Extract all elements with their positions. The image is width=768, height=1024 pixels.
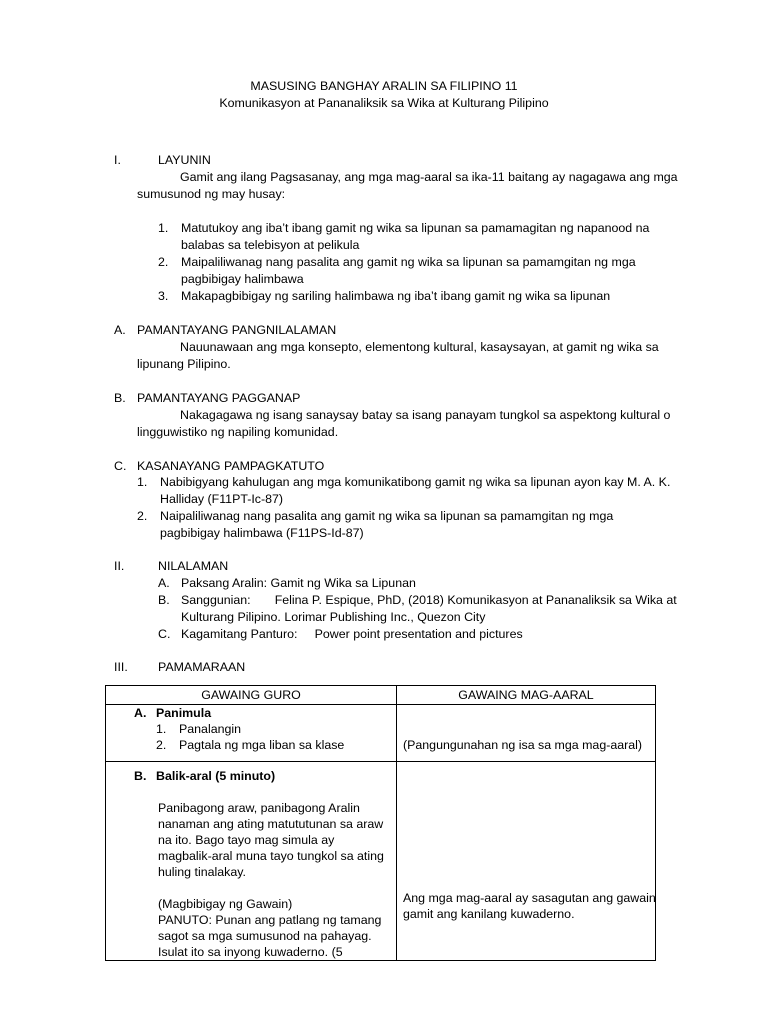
paragraph-line: (Magbibigay ng Gawain) bbox=[158, 897, 293, 911]
nilalaman-item bbox=[181, 626, 523, 643]
balik-aral-title bbox=[136, 768, 390, 784]
column-header-mag-aaral: GAWAING MAG-AARAL bbox=[397, 686, 656, 705]
nilalaman-item-line2: Kulturang Pilipino. Lorimar Publishing Inc., Quezon City bbox=[181, 610, 486, 624]
table-row bbox=[106, 762, 656, 961]
paragraph-line: lingguwistiko ng napiling komunidad. bbox=[137, 425, 339, 439]
list-item-text: Pagtala ng mga liban sa klase bbox=[179, 738, 345, 752]
list-letter: B. bbox=[158, 593, 170, 607]
student-activity-text: (Pangungunahan ng isa sa mga mag-aaral) bbox=[403, 738, 643, 752]
paragraph-line: Panibagong araw, panibagong Aralin bbox=[158, 801, 360, 815]
list-item-text: pagbibigay halimbawa bbox=[181, 272, 304, 286]
list-letter: C. bbox=[158, 627, 171, 641]
list-number: 1. bbox=[158, 221, 169, 235]
list-item-text: Makapagbibigay ng sariling halimbawa ng iba’t ibang gamit ng wika sa lipunan bbox=[181, 289, 611, 303]
nilalaman-label: Paksang Aralin: bbox=[181, 576, 268, 590]
list-number: 3. bbox=[158, 289, 169, 303]
pamamaraan-table bbox=[105, 685, 656, 961]
section-heading-layunin: LAYUNIN bbox=[158, 153, 211, 167]
balik-aral-cell bbox=[106, 762, 397, 961]
layunin-intro-line: sumusunod ng may husay: bbox=[137, 187, 286, 201]
list-number: 2. bbox=[137, 509, 148, 523]
nilalaman-value: Power point presentation and pictures bbox=[297, 627, 523, 641]
document-subtitle: Komunikasyon at Pananaliksik sa Wika at Kulturang Pilipino bbox=[219, 96, 549, 110]
list-item bbox=[136, 721, 390, 737]
document-title: MASUSING BANGHAY ARALIN SA FILIPINO 11 bbox=[250, 79, 518, 93]
column-header-guro: GAWAING GURO bbox=[106, 686, 397, 705]
paragraph-line: nanaman ang ating matututunan sa araw bbox=[158, 817, 384, 831]
section-heading-kasanayan: KASANAYANG PAMPAGKATUTO bbox=[137, 459, 325, 473]
panimula-cell bbox=[106, 705, 397, 762]
paragraph-line: sagot sa mga sumusunod na pahayag. bbox=[158, 929, 372, 943]
panimula-letter: A. bbox=[134, 706, 147, 720]
nilalaman-value: Gamit ng Wika sa Lipunan bbox=[267, 576, 416, 590]
list-item-text: Halliday (F11PT-Ic-87) bbox=[160, 492, 284, 506]
balik-aral-letter: B. bbox=[134, 769, 147, 783]
paragraph-line: na ito. Bago tayo mag simula ay bbox=[158, 833, 335, 847]
list-item bbox=[136, 737, 390, 753]
list-number: 1. bbox=[156, 722, 167, 736]
paragraph-line: huling tinalakay. bbox=[158, 865, 246, 879]
panimula-title-text: Panimula bbox=[156, 706, 212, 720]
section-letter-a: A. bbox=[114, 323, 126, 337]
section-letter-b: B. bbox=[114, 391, 126, 405]
paragraph-line: Nauunawaan ang mga konsepto, elementong kultural, kasaysayan, at gamit ng wika sa bbox=[180, 340, 659, 354]
balik-aral-student-cell bbox=[397, 762, 656, 961]
list-item-text: Naipaliliwanag nang pasalita ang gamit ng wika sa lipunan sa pamamgitan ng mga bbox=[160, 509, 614, 523]
list-item-text: Nabibigyang kahulugan ang mga komunikatibong gamit ng wika sa lipunan ayon kay M. A. K. bbox=[160, 475, 671, 489]
section-heading-pamamaraan: PAMAMARAAN bbox=[158, 660, 246, 674]
paragraph-line: magbalik-aral muna tayo tungkol sa ating bbox=[158, 849, 384, 863]
balik-aral-gawain bbox=[136, 896, 390, 960]
list-item-text: Maipaliliwanag nang pasalita ang gamit ng wika sa lipunan sa pamamgitan ng mga bbox=[181, 255, 636, 269]
list-item-text: balabas sa telebisyon at pelikula bbox=[181, 238, 360, 252]
balik-aral-paragraph bbox=[136, 800, 390, 880]
table-row bbox=[106, 705, 656, 762]
list-number: 2. bbox=[158, 255, 169, 269]
paragraph-line: Isulat ito sa inyong kuwaderno. (5 bbox=[158, 945, 343, 959]
list-item-text: Matutukoy ang iba’t ibang gamit ng wika sa lipunan sa pamamagitan ng napanood na bbox=[181, 221, 650, 235]
section-numeral-i: I. bbox=[114, 153, 121, 167]
list-number: 1. bbox=[137, 475, 148, 489]
nilalaman-label: Sanggunian: bbox=[181, 593, 251, 607]
section-numeral-iii: III. bbox=[114, 660, 128, 674]
paragraph-line: Nakagagawa ng isang sanaysay batay sa isang panayam tungkol sa aspektong kultural o bbox=[180, 408, 671, 422]
section-heading-nilalaman: NILALAMAN bbox=[158, 559, 229, 573]
nilalaman-item bbox=[181, 575, 416, 592]
section-heading-pagganap: PAMANTAYANG PAGGANAP bbox=[137, 391, 301, 405]
table-header-row bbox=[106, 686, 656, 705]
list-number: 2. bbox=[156, 738, 167, 752]
layunin-intro-line: Gamit ang ilang Pagsasanay, ang mga mag-aaral sa ika-11 baitang ay nagagawa ang mga bbox=[180, 170, 678, 184]
balik-aral-title-text: Balik-aral (5 minuto) bbox=[156, 769, 276, 783]
paragraph-line: Ang mga mag-aaral ay sasagutan ang gawain bbox=[403, 891, 656, 905]
nilalaman-item bbox=[181, 592, 677, 609]
nilalaman-value: Felina P. Espique, PhD, (2018) Komunikasyon at Pananaliksik sa Wika at bbox=[250, 593, 677, 607]
paragraph-line: lipunang Pilipino. bbox=[137, 357, 231, 371]
list-item-text: pagbibigay halimbawa (F11PS-Id-87) bbox=[160, 526, 364, 540]
paragraph-line: PANUTO: Punan ang patlang ng tamang bbox=[158, 913, 382, 927]
section-heading-pangnilalaman: PAMANTAYANG PANGNILALAMAN bbox=[137, 323, 337, 337]
section-numeral-ii: II. bbox=[114, 559, 125, 573]
panimula-title bbox=[136, 705, 390, 721]
panimula-student-cell bbox=[397, 705, 656, 762]
section-letter-c: C. bbox=[114, 459, 127, 473]
list-letter: A. bbox=[158, 576, 170, 590]
nilalaman-label: Kagamitang Panturo: bbox=[181, 627, 298, 641]
student-activity-text bbox=[403, 762, 656, 922]
paragraph-line: gamit ang kanilang kuwaderno. bbox=[403, 907, 575, 921]
list-item-text: Panalangin bbox=[179, 722, 242, 736]
